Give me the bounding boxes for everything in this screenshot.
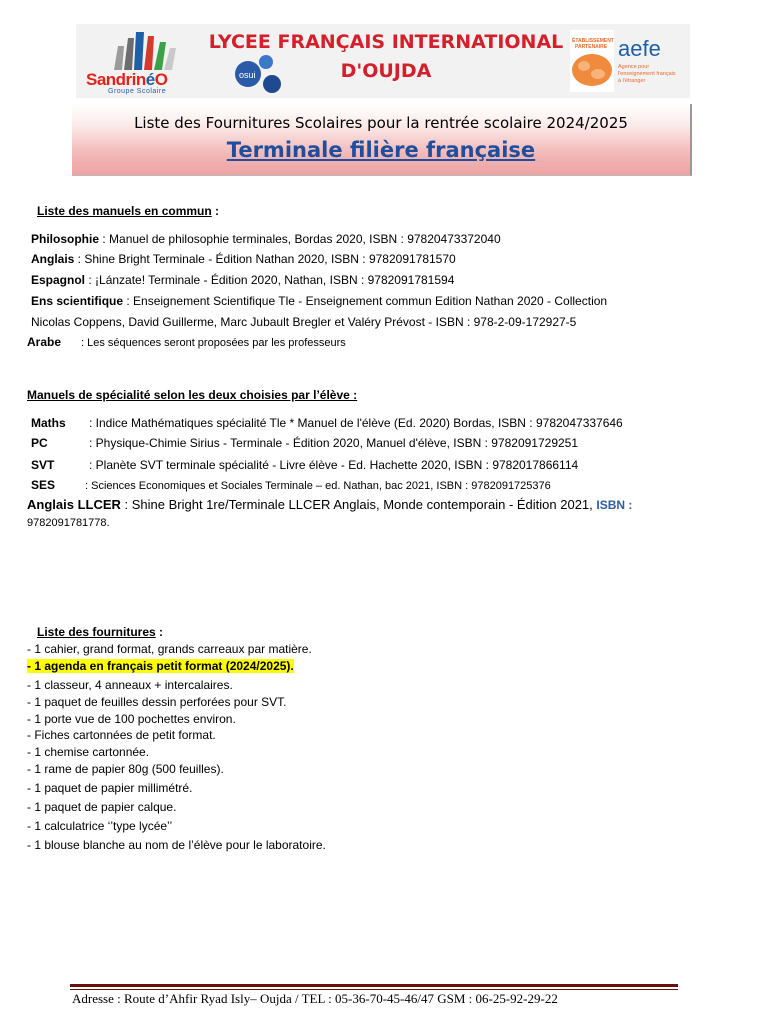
aefe-name: aefe (618, 36, 661, 61)
speciality-item-ses: SES : Sciences Economiques et Sociales Terminale – ed. Nathan, bac 2021, ISBN : 9782091725376 (31, 478, 551, 492)
world-map-icon (572, 54, 612, 86)
footer-rule (70, 984, 678, 987)
supply-item: - 1 calculatrice ‘’type lycée’’ (27, 819, 173, 833)
speciality-item-svt: SVT : Planète SVT terminale spécialité - Livre élève - Ed. Hachette 2020, ISBN : 9782017866114 (31, 458, 579, 472)
list-title: Liste des Fournitures Scolaires pour la rentrée scolaire 2024/2025 (134, 114, 628, 132)
class-title: Terminale filière française (226, 138, 536, 162)
title-banner (72, 104, 692, 176)
supply-item: - Fiches cartonnées de petit format. (27, 728, 216, 742)
common-item-philosophie: Philosophie : Manuel de philosophie terminales, Bordas 2020, ISBN : 97820473372040 (31, 232, 501, 246)
supply-item: - 1 paquet de feuilles dessin perforées pour SVT. (27, 695, 287, 709)
school-title-line2: D'OUJDA (340, 60, 432, 82)
speciality-item-maths: Maths : Indice Mathématiques spécialité Tle * Manuel de l'élève (Ed. 2020) Bordas, ISBN : 9782047337646 (31, 416, 623, 430)
common-item-ens-scientifique-cont: Nicolas Coppens, David Guillerme, Marc Jubault Bregler et Valéry Prévost - ISBN : 978-2-09-172927-5 (31, 315, 577, 329)
supply-item: - 1 paquet de papier calque. (27, 800, 177, 814)
supply-item: - 1 rame de papier 80g (500 feuilles). (27, 762, 224, 776)
supplies-heading: Liste des fournitures : (37, 625, 164, 639)
common-item-ens-scientifique: Ens scientifique : Enseignement Scientifique Tle - Enseignement commun Edition Nathan 2020 - Collection (31, 294, 608, 308)
osui-label: osui (239, 70, 256, 80)
aefe-logo (570, 30, 682, 92)
supply-item: - 1 paquet de papier millimétré. (27, 781, 193, 795)
aefe-desc-line1: Agence pour (618, 64, 650, 70)
common-heading: Liste des manuels en commun : (37, 204, 220, 218)
footer-rule-thin (70, 989, 678, 990)
sandrineo-tagline: Groupe Scolaire (108, 88, 167, 95)
supply-item: - 1 chemise cartonnée. (27, 745, 150, 759)
supply-item: - 1 classeur, 4 anneaux + intercalaires. (27, 678, 233, 692)
common-item-anglais: Anglais : Shine Bright Terminale - Édition Nathan 2020, ISBN : 9782091781570 (31, 252, 456, 266)
common-item-espagnol: Espagnol : ¡Lánzate! Terminale - Édition 2020, Nathan, ISBN : 9782091781594 (31, 273, 455, 287)
speciality-llcer-isbn: 9782091781778. (27, 517, 110, 529)
supply-item: - 1 cahier, grand format, grands carreaux par matière. (27, 642, 312, 656)
books-icon (84, 26, 188, 72)
letterhead (76, 24, 690, 98)
osui-logo (234, 54, 292, 98)
footer-address: Adresse : Route d’Ahfir Ryad Isly– Oujda / TEL : 05-36-70-45-46/47 GSM : 06-25-92-29-22 (72, 991, 558, 1006)
school-title-line1: LYCEE FRANÇAIS INTERNATIONAL (208, 31, 564, 53)
speciality-item-pc: PC : Physique-Chimie Sirius - Terminale - Édition 2020, Manuel d'élève, ISBN : 9782091729251 (31, 436, 579, 450)
common-item-arabe: Arabe : Les séquences seront proposées par les professeurs (27, 335, 346, 349)
supply-item: - 1 blouse blanche au nom de l’élève pour le laboratoire. (27, 838, 326, 852)
aefe-badge-line1: ÉTABLISSEMENT (572, 38, 614, 44)
supply-item-highlighted: - 1 agenda en français petit format (2024/2025). (27, 659, 294, 673)
speciality-item-llcer: Anglais LLCER : Shine Bright 1re/Terminale LLCER Anglais, Monde contemporain - Édition 2021, ISBN : (27, 497, 633, 512)
sandrineo-logo (84, 26, 188, 96)
supply-item: - 1 porte vue de 100 pochettes environ. (27, 712, 236, 726)
aefe-desc-line3: à l'étranger (618, 78, 646, 84)
sandrineo-wordmark: SandrinéO (86, 70, 168, 89)
aefe-desc-line2: l'enseignement français (618, 71, 676, 77)
aefe-badge-line2: PARTENAIRE (575, 44, 608, 50)
speciality-heading: Manuels de spécialité selon les deux choisies par l’élève : (27, 388, 358, 402)
